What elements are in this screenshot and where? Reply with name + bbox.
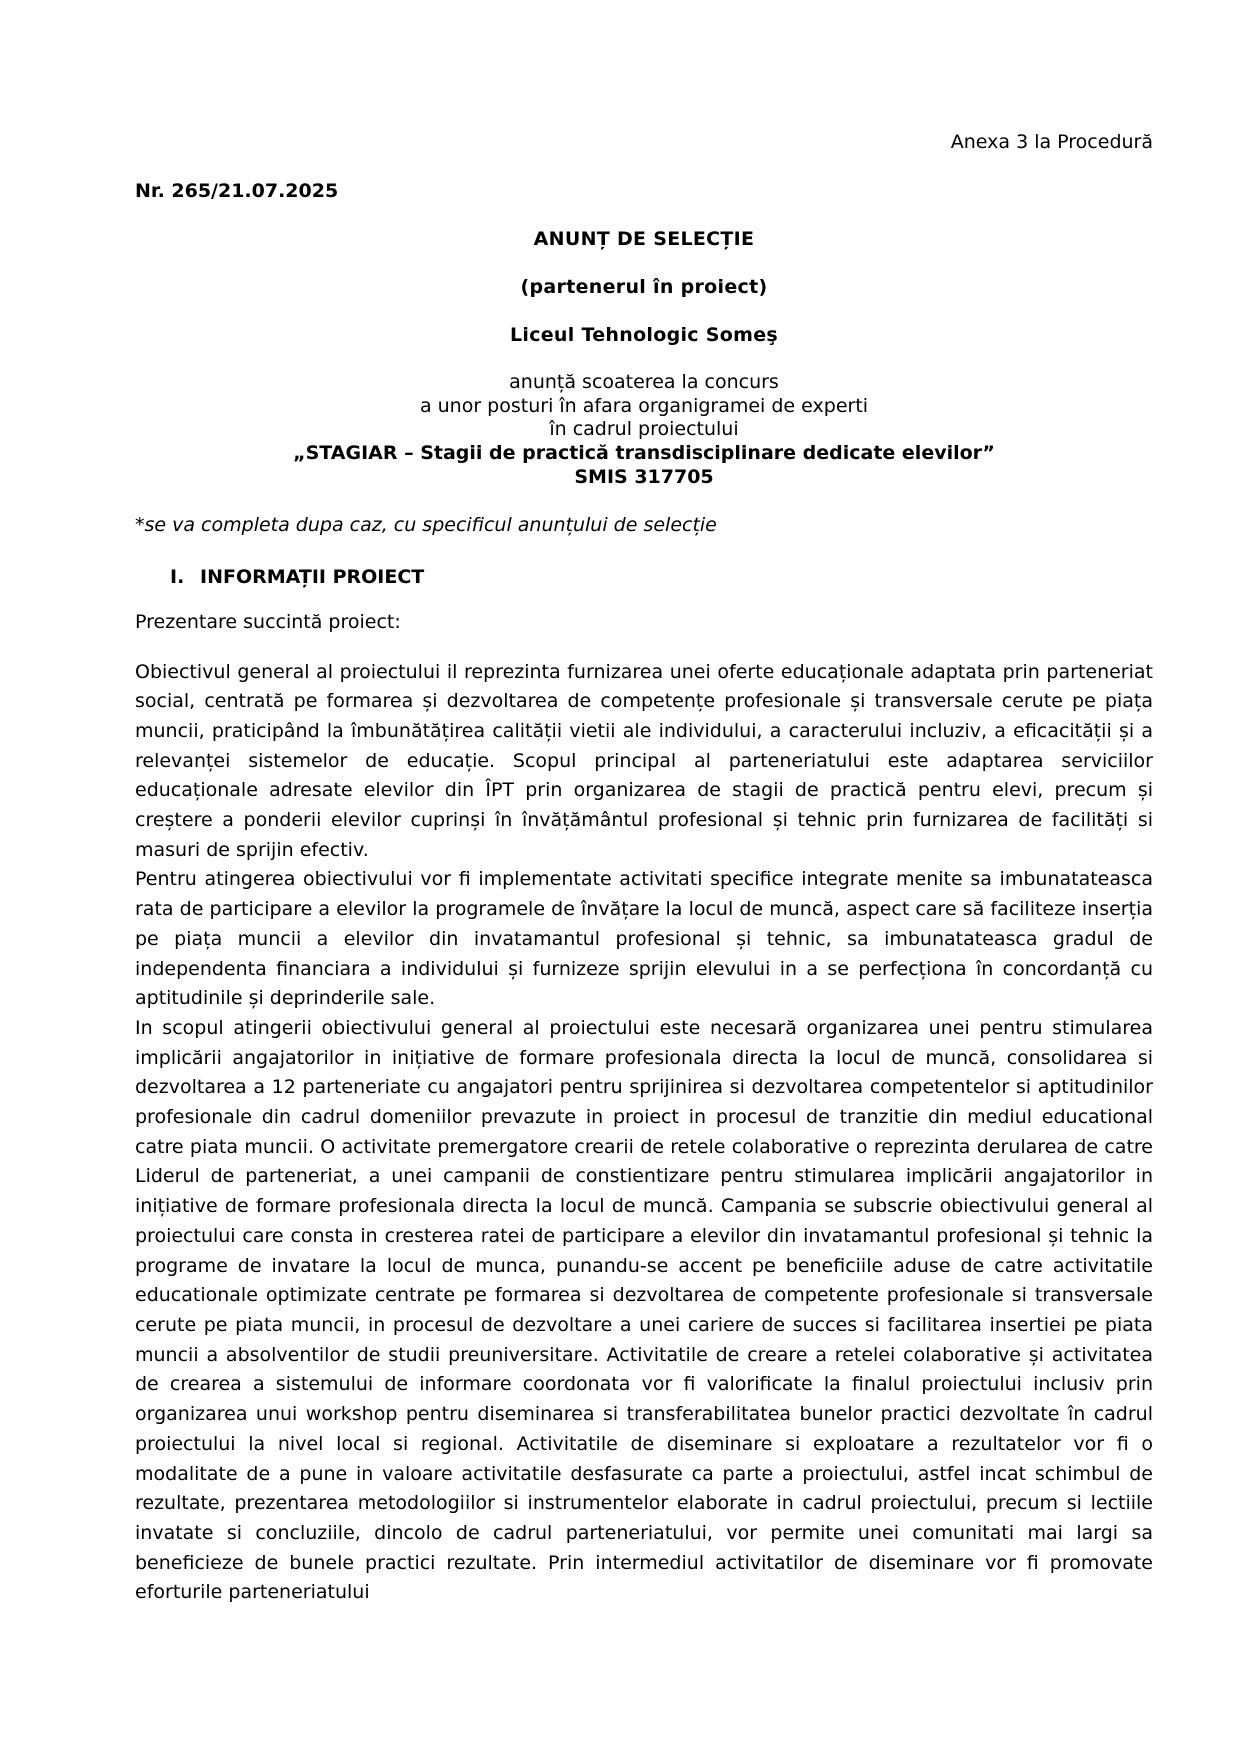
document-number: Nr. 265/21.07.2025 bbox=[135, 180, 339, 202]
page-subtitle: (partenerul în proiect) bbox=[520, 276, 768, 298]
body-paragraph: In scopul atingerii obiectivului general al proiectului este necesară organizarea unei pentru stimularea implicării angajatorilor in inițiative de formare profesionala directa la locul de muncă, consolidarea si dezvoltarea a 12 parteneriate cu angajatori pentru sprijinirea si dezvoltarea competentelor si aptitudinilor profesionale din cadrul domeniilor prevazute in proiect in procesul de tranzitie din mediul educational catre piata muncii. O activitate premergatore crearii de retele colaborative o reprezinta derularea de catre Liderul de parteneriat, a unei campanii de constientizare pentru stimularea implicării angajatorilor in inițiative de formare profesionala directa la locul de muncă. Campania se subscrie obiectivului general al proiectului care consta in cresterea ratei de participare a elevilor din invatamantul profesional și tehnic la programe de invatare la locul de munca, punandu-se accent pe beneficiile aduse de catre activitatile educationale optimizate centrate pe formarea si dezvoltarea de competente profesionale si transversale cerute pe piata muncii, in procesul de dezvoltare a unei cariere de succes si facilitarea insertiei pe piata muncii a absolventilor de studii preuniversitare. Activitatile de creare a retelei colaborative și activitatea de crearea a sistemului de informare coordonata vor fi valorificate la finalul proiectului inclusiv prin organizarea unui workshop pentru diseminarea si transferabilitatea bunelor practici dezvoltate în cadrul proiectului la nivel local si regional. Activitatile de diseminare si exploatare a rezultatelor vor fi o modalitate de a pune in valoare activitatile desfasurate ca parte a proiectului, astfel incat schimbul de rezultate, prezentarea metodologiilor si instrumentelor elaborate in cadrul proiectului, precum si lectiile invatate si concluziile, dincolo de cadrul parteneriatului, vor permite unei comunitati mai largi sa beneficieze de bunele practici rezultate. Prin intermediul activitatilor de diseminare vor fi promovate eforturile parteneriatului bbox=[135, 1016, 1153, 1604]
body-paragraph: Pentru atingerea obiectivului vor fi implementate activitati specifice integrate menite sa imbunatateasca rata de participare a elevilor la programele de învățare la locul de muncă, aspect care să faciliteze inserția pe piața muncii a elevilor din invatamantul profesional și tehnic, sa imbunatateasca gradul de independenta financiara a individului și furnizeze sprijin elevului in a se perfecționa în concordanță cu aptitudinile și deprinderile sale. bbox=[135, 868, 1153, 1010]
project-description bbox=[135, 658, 1153, 1609]
section-heading bbox=[135, 566, 1153, 589]
presentation-label: Prezentare succintă proiect: bbox=[135, 610, 401, 633]
announcement-line-3: în cadrul proiectului bbox=[549, 418, 739, 441]
announcement-block bbox=[135, 371, 1153, 490]
announcement-line-2: a unor posturi în afara organigramei de experti bbox=[419, 394, 869, 417]
page-title: ANUNȚ DE SELECȚIE bbox=[533, 228, 755, 250]
smis-code: SMIS 317705 bbox=[574, 465, 714, 488]
announcement-line-1: anunță scoaterea la concurs bbox=[509, 371, 779, 393]
section-heading-label: INFORMAȚII PROIECT bbox=[200, 565, 425, 588]
organization-name: Liceul Tehnologic Someş bbox=[509, 324, 779, 346]
annex-reference: Anexa 3 la Procedură bbox=[950, 131, 1153, 153]
project-title: „STAGIAR – Stagii de practică transdisciplinare dedicate elevilor” bbox=[293, 442, 995, 465]
completion-note: *se va completa dupa caz, cu specificul anunțului de selecție bbox=[135, 513, 717, 536]
body-paragraph: Obiectivul general al proiectului il reprezinta furnizarea unei oferte educaționale adaptata prin parteneriat social, centrată pe formarea și dezvoltarea de competențe profesionale și transversale cerute pe piața muncii, praticipând la îmbunătățirea calității vietii ale individului, a caracterului incluziv, a eficacității și a relevanței sistemelor de educație. Scopul principal al parteneriatului este adaptarea serviciilor educaționale adresate elevilor din ÎPT prin organizarea de stagii de practică pentru elevi, precum și creștere a ponderii elevilor cuprinși în învățământul profesional și tehnic prin furnizarea de facilități si masuri de sprijin efectiv. bbox=[135, 660, 1153, 861]
section-number: I. bbox=[170, 565, 185, 588]
